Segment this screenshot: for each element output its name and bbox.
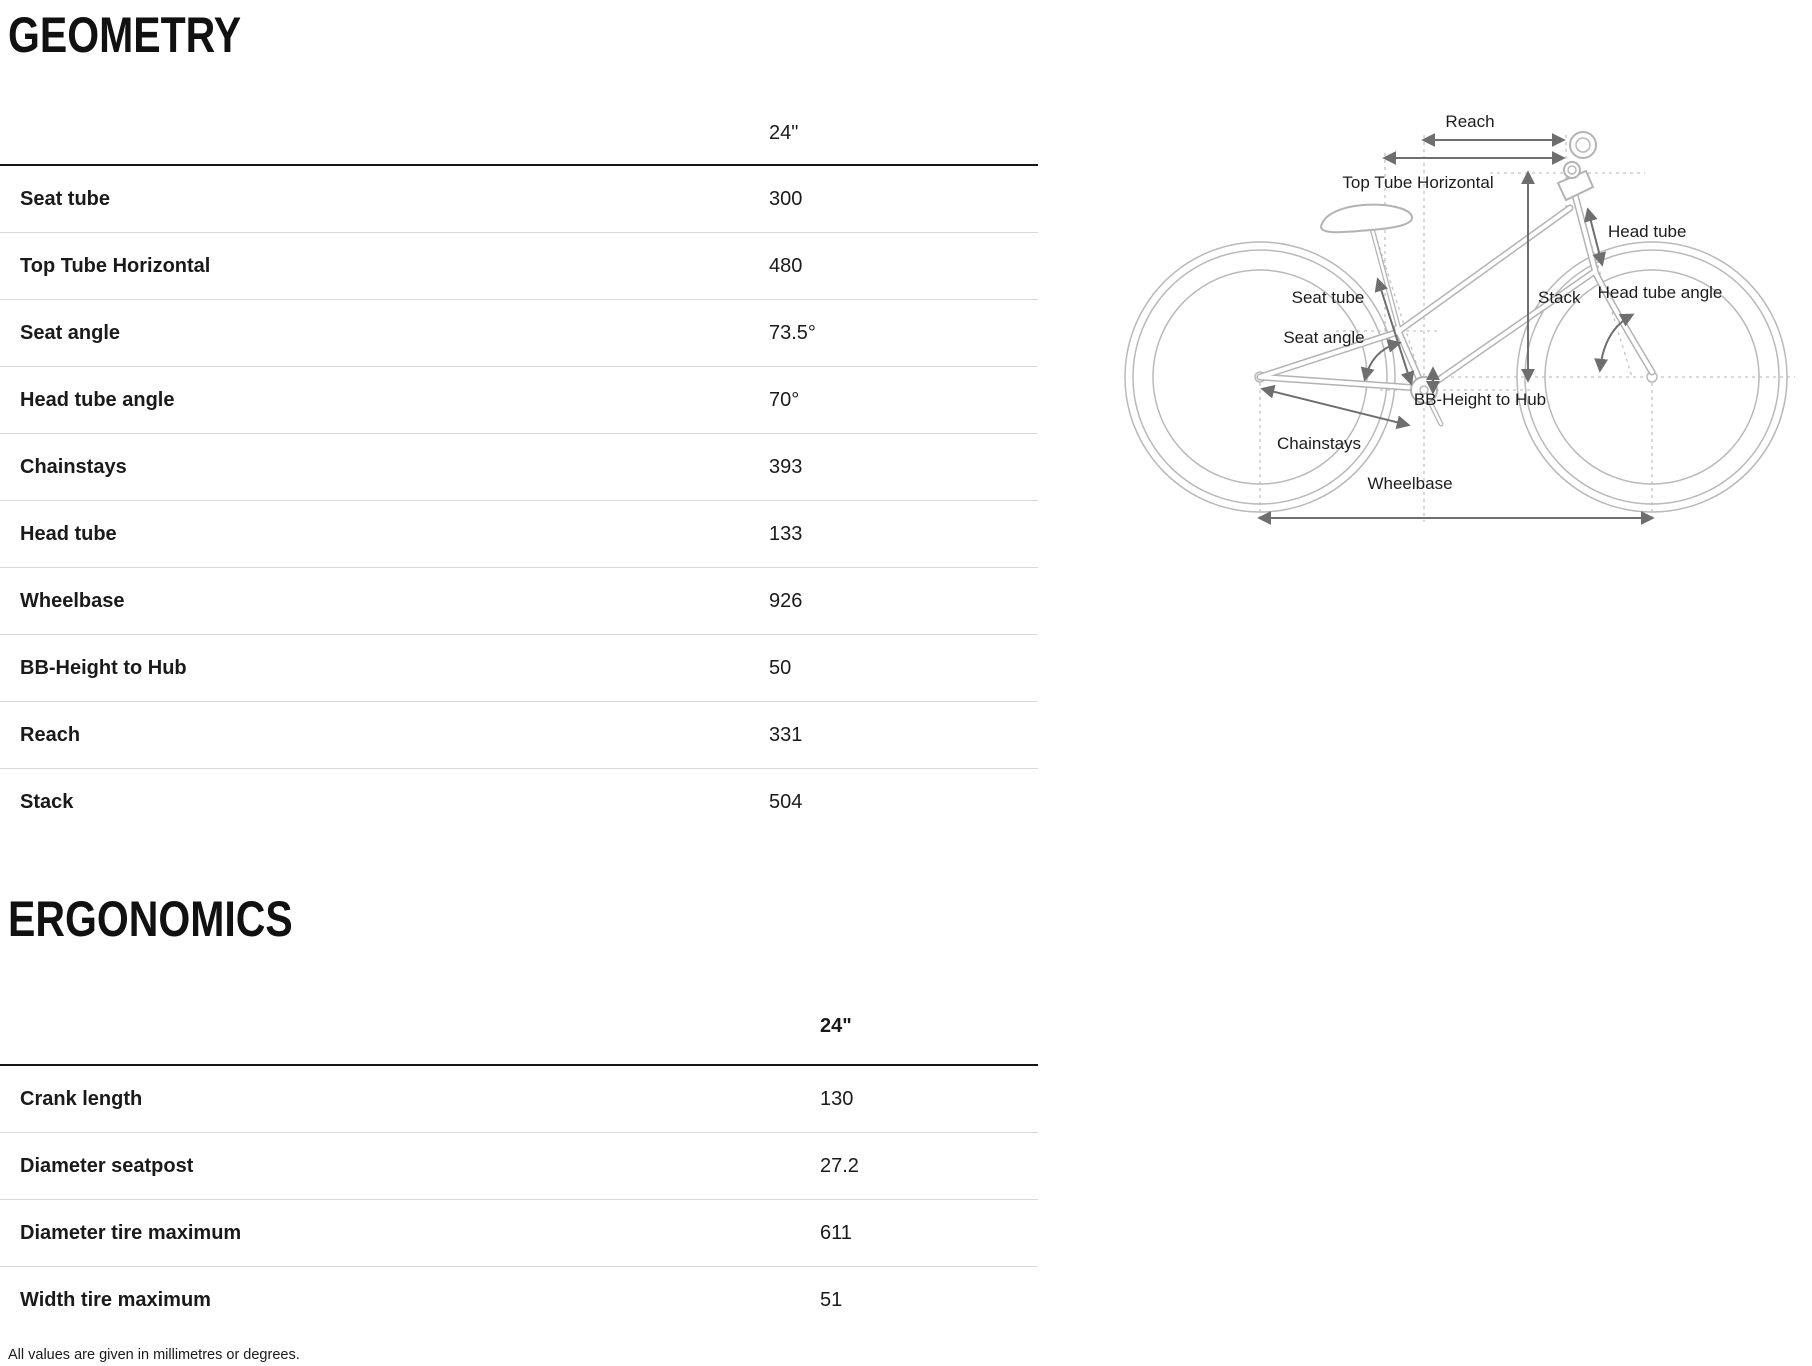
row-label: Seat angle	[20, 321, 121, 344]
diagram-label-stack: Stack	[1538, 288, 1581, 307]
bike-geometry-diagram	[1100, 75, 1812, 525]
ergonomics-section-title: ERGONOMICS	[8, 891, 293, 947]
row-value: 50	[769, 656, 792, 679]
diagram-label-reach: Reach	[1445, 112, 1495, 131]
units-footnote: All values are given in millimetres or degrees.	[8, 1347, 300, 1363]
diagram-label-seat-tube: Seat tube	[1291, 288, 1365, 307]
geometry-table	[0, 164, 1038, 835]
diagram-labels	[1277, 112, 1722, 493]
row-value: 480	[769, 254, 803, 277]
saddle-icon	[1321, 205, 1412, 233]
table-row	[0, 501, 1038, 568]
diagram-label-chainstays: Chainstays	[1276, 434, 1362, 453]
row-value: 504	[769, 790, 803, 813]
row-value: 926	[769, 589, 803, 612]
ergonomics-size-column-header: 24"	[820, 1015, 852, 1037]
geometry-section-title: GEOMETRY	[8, 7, 242, 63]
table-row	[0, 367, 1038, 434]
row-label: Wheelbase	[20, 589, 125, 612]
table-row	[0, 300, 1038, 367]
row-value: 70°	[769, 388, 800, 411]
row-label: Crank length	[20, 1087, 143, 1110]
row-label: Head tube	[20, 522, 117, 545]
table-row	[0, 568, 1038, 635]
row-label: BB-Height to Hub	[20, 656, 187, 679]
row-label: Reach	[20, 723, 81, 746]
diagram-label-wheelbase: Wheelbase	[1367, 474, 1453, 493]
row-label: Head tube angle	[20, 388, 175, 411]
row-label: Seat tube	[20, 187, 111, 210]
handlebar-icon	[1570, 132, 1596, 158]
diagram-label-top-tube-horizontal: Top Tube Horizontal	[1342, 173, 1494, 192]
table-row	[0, 434, 1038, 501]
row-value: 51	[820, 1288, 843, 1311]
diagram-label-seat-angle: Seat angle	[1283, 328, 1365, 347]
table-row	[0, 1267, 1038, 1333]
table-row	[0, 702, 1038, 769]
row-value: 133	[769, 522, 803, 545]
row-label: Diameter tire maximum	[20, 1221, 242, 1244]
row-label: Top Tube Horizontal	[20, 254, 211, 277]
table-row	[0, 166, 1038, 233]
row-label: Diameter seatpost	[20, 1154, 194, 1177]
row-value: 393	[769, 455, 803, 478]
diagram-label-bb-height-to-hub: BB-Height to Hub	[1413, 390, 1547, 409]
row-label: Width tire maximum	[20, 1288, 211, 1311]
row-label: Chainstays	[20, 455, 127, 478]
row-value: 130	[820, 1087, 854, 1110]
diagram-label-head-tube-angle: Head tube angle	[1597, 283, 1723, 302]
table-row	[0, 233, 1038, 300]
table-row	[0, 1133, 1038, 1200]
table-row	[0, 635, 1038, 702]
row-value: 27.2	[820, 1154, 859, 1177]
row-label: Stack	[20, 790, 74, 813]
row-value: 300	[769, 187, 803, 210]
table-row	[0, 1066, 1038, 1133]
geometry-size-column-header: 24"	[769, 122, 799, 144]
diagram-label-head-tube: Head tube	[1608, 222, 1687, 241]
row-value: 611	[820, 1221, 852, 1244]
table-row	[0, 1200, 1038, 1267]
row-value: 331	[769, 723, 803, 746]
table-row	[0, 769, 1038, 835]
row-value: 73.5°	[769, 321, 816, 344]
ergonomics-table	[0, 1064, 1038, 1333]
